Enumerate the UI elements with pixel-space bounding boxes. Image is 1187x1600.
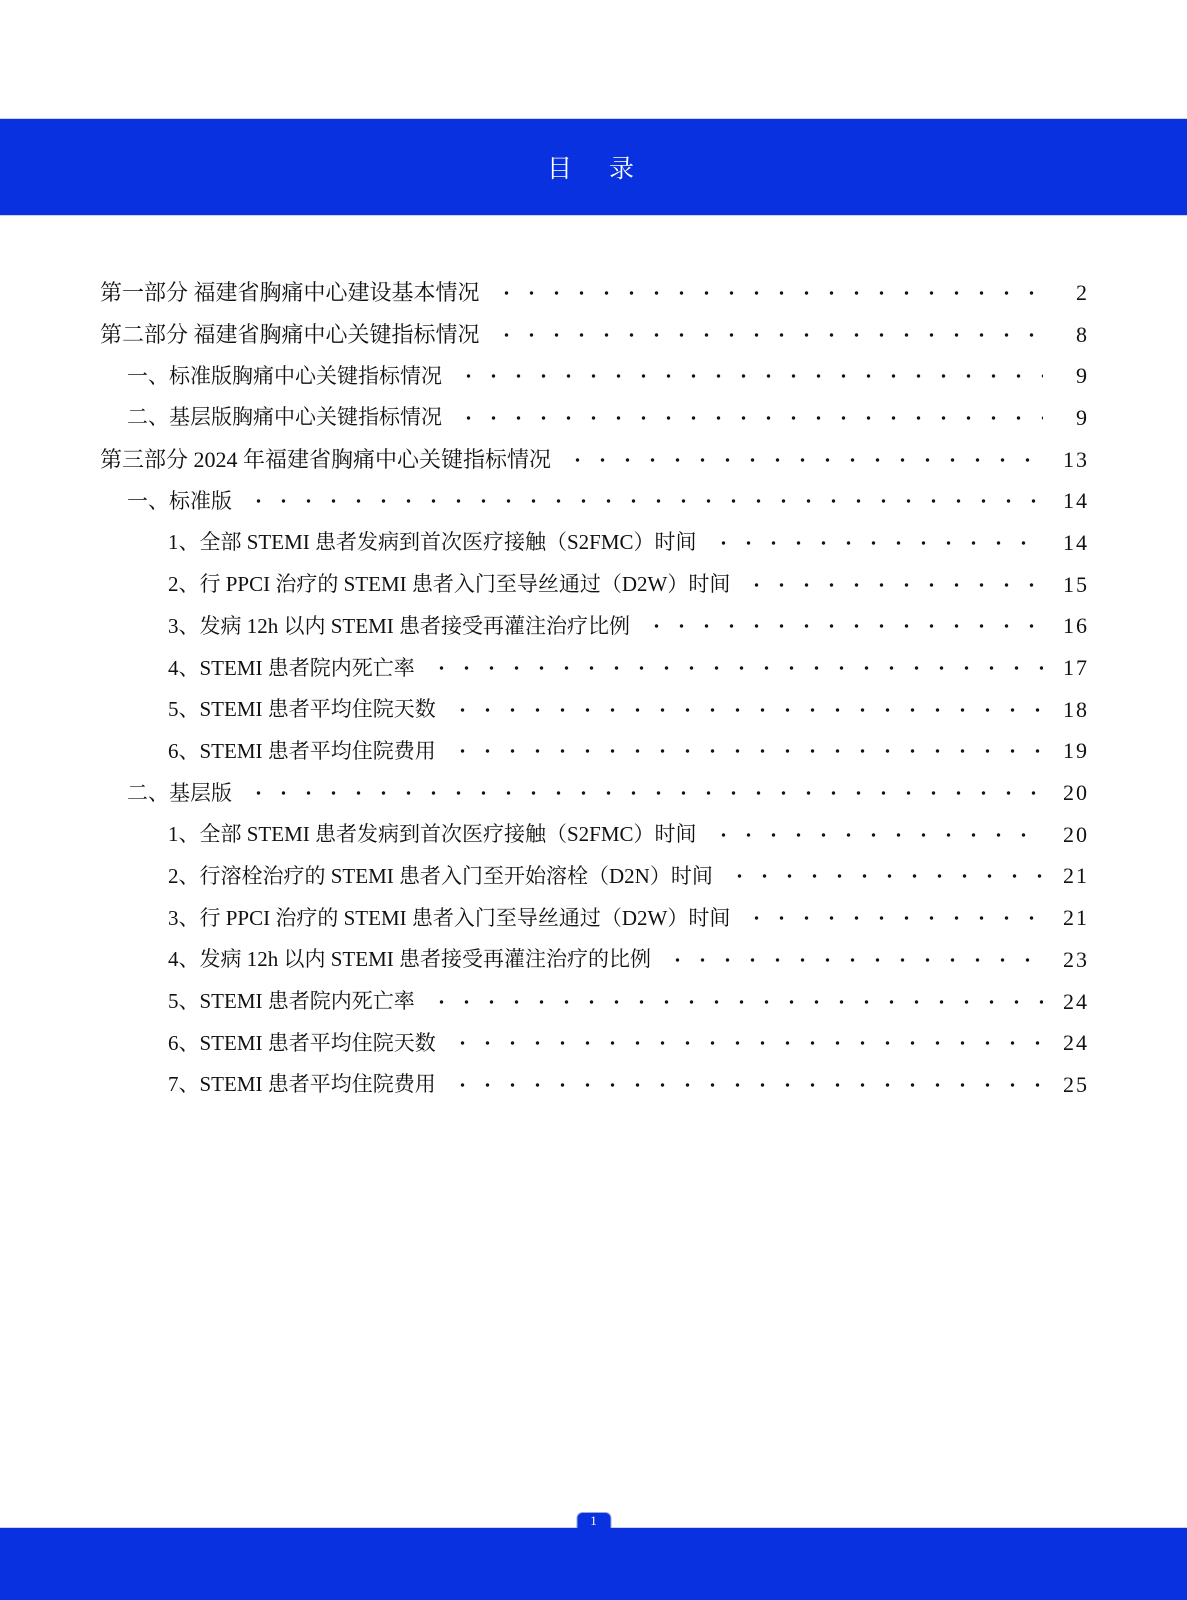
toc-item-page: 9 [1076,363,1089,389]
dot-leader [429,991,1043,1013]
dot-leader [494,324,1043,346]
toc-item[interactable] [100,439,1087,481]
dot-leader [494,282,1043,304]
dot-leader [727,865,1043,887]
toc-item-text: 3、行 PPCI 治疗的 STEMI 患者入门至导丝通过（D2W）时间 [168,905,731,930]
toc-item[interactable] [100,397,1087,439]
toc-item[interactable] [100,480,1087,522]
toc-item-page: 14 [1063,529,1089,555]
dot-leader [450,1074,1043,1096]
toc-item-page: 15 [1063,571,1089,597]
toc-item-text: 一、标准版 [127,488,232,513]
toc-item-page: 2 [1076,279,1089,305]
toc-item[interactable] [100,1022,1087,1064]
toc-item-page: 25 [1063,1071,1089,1097]
dot-leader [744,574,1043,596]
toc-item-text: 4、STEMI 患者院内死亡率 [168,655,415,680]
toc-item-page: 23 [1063,946,1089,972]
page-number-tab [576,1512,611,1528]
dot-leader [456,407,1043,429]
toc-item[interactable] [100,856,1087,898]
toc-item-text: 2、行 PPCI 治疗的 STEMI 患者入门至导丝通过（D2W）时间 [168,572,731,597]
toc-item-text: 1、全部 STEMI 患者发病到首次医疗接触（S2FMC）时间 [168,822,697,847]
toc-item[interactable] [100,939,1087,981]
footer-band [0,1527,1187,1600]
toc-item[interactable] [100,272,1087,314]
toc-item-text: 6、STEMI 患者平均住院天数 [168,1030,436,1055]
toc-item-page: 20 [1063,780,1089,806]
toc-item-text: 第二部分 福建省胸痛中心关键指标情况 [100,321,480,347]
dot-leader [246,782,1043,804]
toc-list [100,272,1087,1106]
dot-leader [450,1032,1043,1054]
toc-item[interactable] [100,355,1087,397]
toc-item-page: 19 [1063,738,1089,764]
toc-item-text: 6、STEMI 患者平均住院费用 [168,738,436,763]
toc-item-page: 24 [1063,1030,1089,1056]
toc-item[interactable] [100,731,1087,773]
toc-item-page: 21 [1063,905,1089,931]
toc-item-page: 8 [1076,321,1089,347]
toc-item-page: 17 [1063,655,1089,681]
toc-item[interactable] [100,647,1087,689]
toc-item-text: 5、STEMI 患者院内死亡率 [168,989,415,1014]
toc-item[interactable] [100,981,1087,1023]
toc-item[interactable] [100,314,1087,356]
toc-item-text: 5、STEMI 患者平均住院天数 [168,697,436,722]
toc-item-text: 二、基层版胸痛中心关键指标情况 [127,405,442,430]
dot-leader [450,740,1043,762]
toc-item[interactable] [100,772,1087,814]
toc-item[interactable] [100,606,1087,648]
toc-item-page: 9 [1076,404,1089,430]
toc-item-text: 2、行溶栓治疗的 STEMI 患者入门至开始溶栓（D2N）时间 [168,863,713,888]
dot-leader [711,824,1043,846]
toc-item-text: 7、STEMI 患者平均住院费用 [168,1072,436,1097]
dot-leader [450,699,1043,721]
toc-item-text: 3、发病 12h 以内 STEMI 患者接受再灌注治疗比例 [168,613,630,638]
toc-item-page: 24 [1063,988,1089,1014]
dot-leader [429,657,1043,679]
toc-item-text: 第三部分 2024 年福建省胸痛中心关键指标情况 [100,446,552,472]
toc-item-page: 21 [1063,863,1089,889]
toc-item-text: 第一部分 福建省胸痛中心建设基本情况 [100,279,480,305]
toc-item-page: 14 [1063,488,1089,514]
toc-item-page: 16 [1063,613,1089,639]
dot-leader [665,949,1043,971]
dot-leader [246,490,1043,512]
toc-item-page: 20 [1063,821,1089,847]
toc-item-page: 18 [1063,696,1089,722]
toc-item-text: 二、基层版 [127,780,232,805]
toc-item[interactable] [100,1064,1087,1106]
dot-leader [565,449,1043,471]
toc-item[interactable] [100,564,1087,606]
toc-header-band [0,118,1187,216]
toc-item[interactable] [100,897,1087,939]
toc-item[interactable] [100,689,1087,731]
dot-leader [644,615,1043,637]
toc-title: 目 录 [546,156,640,183]
toc-item[interactable] [100,522,1087,564]
toc-item-text: 一、标准版胸痛中心关键指标情况 [127,363,442,388]
dot-leader [711,532,1043,554]
page-number: 1 [590,1513,597,1528]
toc-item-page: 13 [1063,446,1089,472]
toc-item-text: 1、全部 STEMI 患者发病到首次医疗接触（S2FMC）时间 [168,530,697,555]
toc-item[interactable] [100,814,1087,856]
toc-item-text: 4、发病 12h 以内 STEMI 患者接受再灌注治疗的比例 [168,947,651,972]
dot-leader [744,907,1043,929]
dot-leader [456,365,1043,387]
